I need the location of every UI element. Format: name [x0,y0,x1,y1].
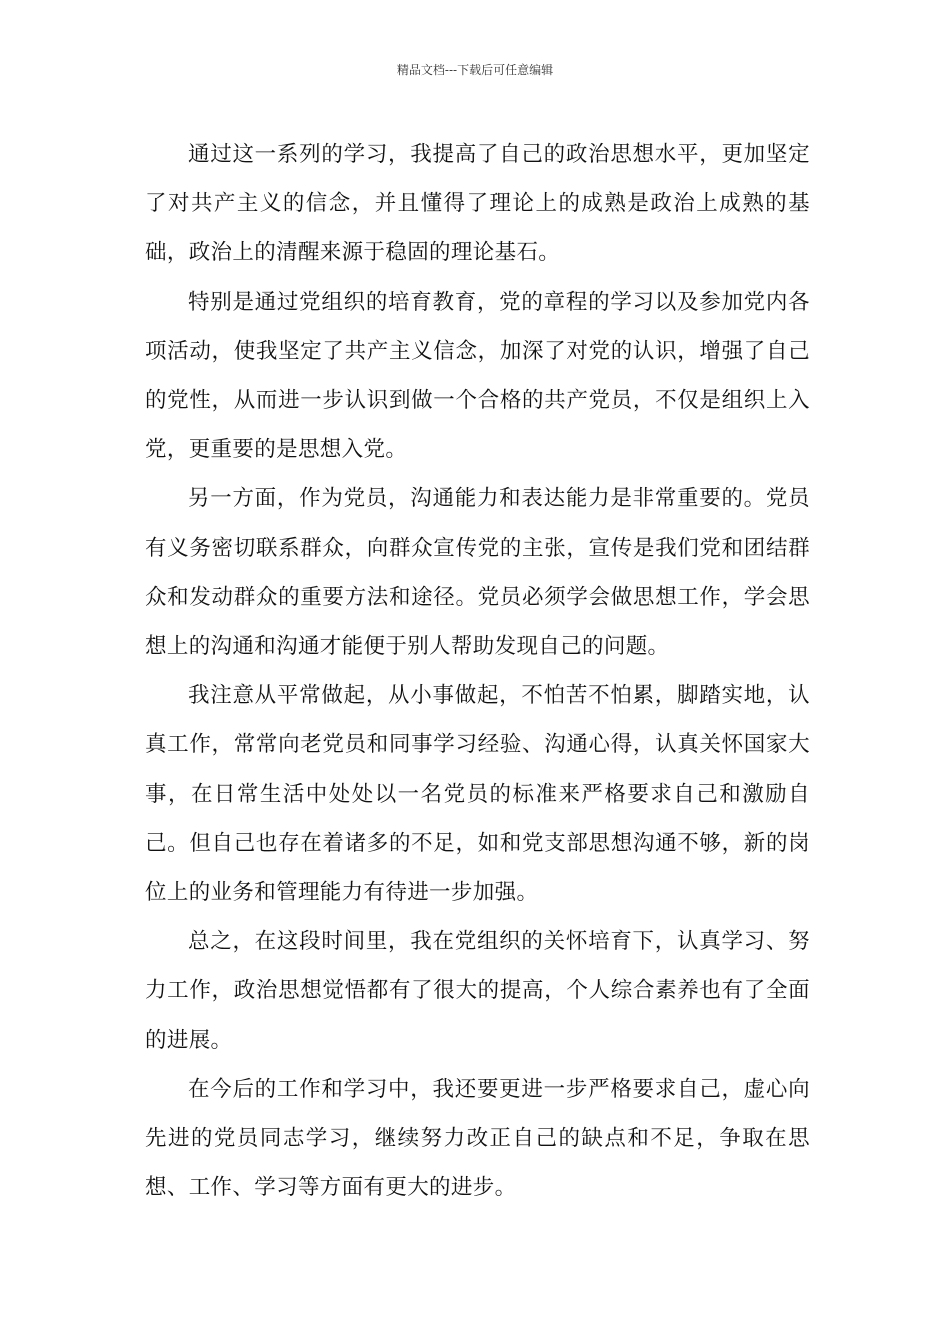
paragraph-5: 总之，在这段时间里，我在党组织的关怀培育下，认真学习、努力工作，政治思想觉悟都有了很大的提高，个人综合素养也有了全面的进展。 [145,929,810,1053]
paragraph-3: 另一方面，作为党员，沟通能力和表达能力是非常重要的。党员有义务密切联系群众，向群众宣传党的主张，宣传是我们党和团结群众和发动群众的重要方法和途径。党员必须学会做思想工作，学会思想上的沟通和沟通才能便于别人帮助发现自己的问题。 [145,486,810,660]
paragraph-2: 特别是通过党组织的培育教育，党的章程的学习以及参加党内各项活动，使我坚定了共产主义信念，加深了对党的认识，增强了自己的党性，从而进一步认识到做一个合格的共产党员，不仅是组织上入党，更重要的是思想入党。 [145,289,810,463]
page-header: 精品文档---下载后可任意编辑 [396,63,554,77]
paragraph-4: 我注意从平常做起，从小事做起，不怕苦不怕累，脚踏实地，认真工作，常常向老党员和同事学习经验、沟通心得，认真关怀国家大事，在日常生活中处处以一名党员的标准来严格要求自己和激励自己。但自己也存在着诸多的不足，如和党支部思想沟通不够，新的岗位上的业务和管理能力有待进一步加强。 [145,683,810,906]
document-body [145,130,810,1212]
paragraph-1: 通过这一系列的学习，我提高了自己的政治思想水平，更加坚定了对共产主义的信念，并且懂得了理论上的成熟是政治上成熟的基础，政治上的清醒来源于稳固的理论基石。 [145,142,810,266]
paragraph-6: 在今后的工作和学习中，我还要更进一步严格要求自己，虚心向先进的党员同志学习，继续努力改正自己的缺点和不足，争取在思想、工作、学习等方面有更大的进步。 [145,1076,810,1201]
